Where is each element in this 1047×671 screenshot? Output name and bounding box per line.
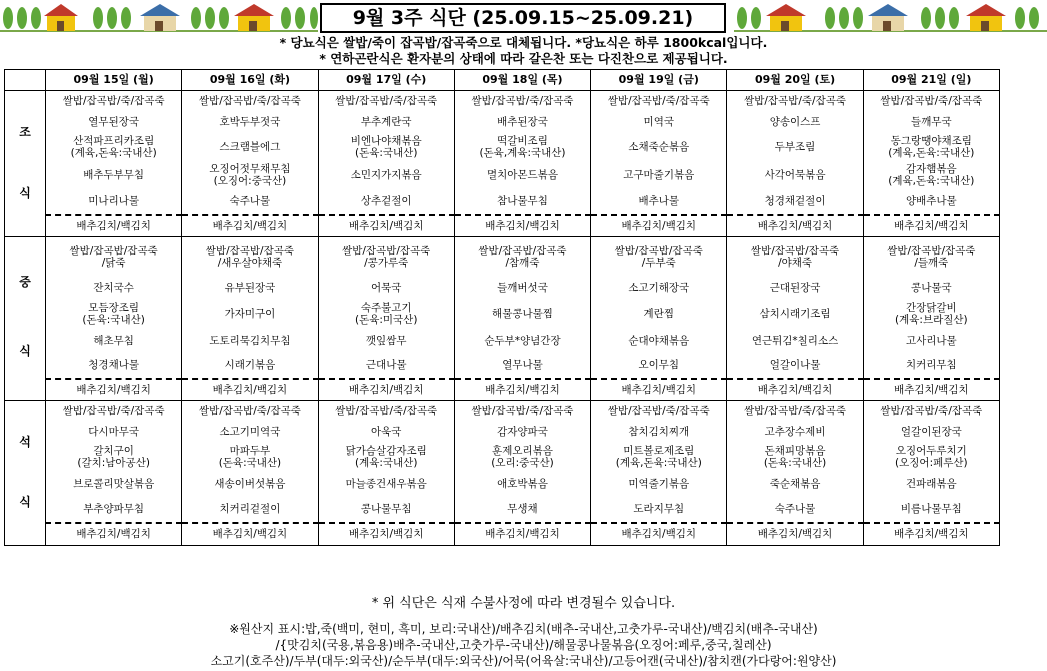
- meal-label: [5, 237, 46, 401]
- menu-row: [5, 277, 1000, 299]
- village-decoration-right: [734, 0, 1047, 34]
- menu-item: 산적파프리카조림 (계육,돈육:국내산): [46, 133, 182, 162]
- menu-item: 쌀밥/잡곡밥/죽/잡곡죽: [318, 401, 454, 421]
- menu-item: 미역줄기볶음: [591, 472, 727, 497]
- menu-item: 스크램블에그: [182, 133, 318, 162]
- date-header: 09월 20일 (토): [727, 70, 863, 91]
- menu-item: 닭가슴살감자조림 (계육:국내산): [318, 443, 454, 472]
- weekly-menu-table: [4, 69, 1000, 546]
- menu-item: 쌀밥/잡곡밥/죽/잡곡죽: [46, 401, 182, 421]
- menu-item: 배추김치/백김치: [46, 379, 182, 401]
- menu-item: 갈치구이 (갈치:남아공산): [46, 443, 182, 472]
- menu-item: 배추김치/백김치: [318, 215, 454, 237]
- menu-item: 감자햄볶음 (계육,돈육:국내산): [863, 162, 999, 189]
- menu-item: 청경채겉절이: [727, 189, 863, 215]
- menu-item: 간장닭갈비 (계육:브라질산): [863, 299, 999, 329]
- date-header-row: [5, 70, 1000, 91]
- menu-item: 쌀밥/잡곡밥/잡곡죽 /콩가루죽: [318, 237, 454, 277]
- menu-item: 잔치국수: [46, 277, 182, 299]
- menu-item: 떡갈비조림 (돈육,계육:국내산): [454, 133, 590, 162]
- meal-label: [5, 91, 46, 237]
- menu-item: 소민지가지볶음: [318, 162, 454, 189]
- menu-item: 숙주나물: [182, 189, 318, 215]
- menu-item: 소채죽순볶음: [591, 133, 727, 162]
- menu-item: 아욱국: [318, 421, 454, 443]
- diet-note: * 연하곤란식은 환자분의 상태에 따라 갈은찬 또는 다진찬으로 제공됩니다.: [319, 51, 728, 66]
- menu-item: 멸치아몬드볶음: [454, 162, 590, 189]
- menu-item: 어묵국: [318, 277, 454, 299]
- menu-row: [5, 299, 1000, 329]
- date-header: 09월 19일 (금): [591, 70, 727, 91]
- menu-item: 부추양파무침: [46, 497, 182, 523]
- meal-label: [5, 401, 46, 546]
- menu-item: 배추김치/백김치: [46, 523, 182, 546]
- menu-item: 해초무침: [46, 329, 182, 353]
- menu-item: 쌀밥/잡곡밥/죽/잡곡죽: [863, 91, 999, 111]
- menu-item: 쌀밥/잡곡밥/죽/잡곡죽: [454, 91, 590, 111]
- menu-item: 감자양파국: [454, 421, 590, 443]
- menu-item: 쌀밥/잡곡밥/잡곡죽 /닭죽: [46, 237, 182, 277]
- menu-item: 애호박볶음: [454, 472, 590, 497]
- menu-body: [5, 91, 1000, 546]
- menu-item: 두부조림: [727, 133, 863, 162]
- menu-item: 쌀밥/잡곡밥/잡곡죽 /야채죽: [727, 237, 863, 277]
- menu-item: 동그랑땡야채조림 (계육,돈육:국내산): [863, 133, 999, 162]
- menu-row: [5, 133, 1000, 162]
- menu-item: 근대된장국: [727, 277, 863, 299]
- menu-item: 소고기미역국: [182, 421, 318, 443]
- menu-item: 배추김치/백김치: [182, 523, 318, 546]
- menu-item: 참나물무침: [454, 189, 590, 215]
- menu-item: 돈채피망볶음 (돈육:국내산): [727, 443, 863, 472]
- menu-item: 얼갈이나물: [727, 353, 863, 379]
- menu-item: 브로콜리맛살볶음: [46, 472, 182, 497]
- menu-item: 쌀밥/잡곡밥/죽/잡곡죽: [591, 401, 727, 421]
- page-title: 9월 3주 식단 (25.09.15~25.09.21): [320, 3, 726, 33]
- menu-item: 배추김치/백김치: [591, 379, 727, 401]
- menu-item: 상추겉절이: [318, 189, 454, 215]
- menu-row: [5, 215, 1000, 237]
- menu-item: 양배추나물: [863, 189, 999, 215]
- menu-item: 무생채: [454, 497, 590, 523]
- menu-item: 쌀밥/잡곡밥/죽/잡곡죽: [182, 91, 318, 111]
- menu-item: 사각어묵볶음: [727, 162, 863, 189]
- menu-item: 배추김치/백김치: [454, 523, 590, 546]
- menu-item: 쌀밥/잡곡밥/잡곡죽 /참깨죽: [454, 237, 590, 277]
- menu-item: 배추김치/백김치: [863, 215, 999, 237]
- menu-item: 부추계란국: [318, 111, 454, 133]
- menu-row: [5, 189, 1000, 215]
- menu-item: 오징어두루치기 (오징어:페루산): [863, 443, 999, 472]
- menu-row: [5, 353, 1000, 379]
- menu-item: 비엔나야채볶음 (돈육:국내산): [318, 133, 454, 162]
- menu-item: 죽순채볶음: [727, 472, 863, 497]
- menu-item: 배추김치/백김치: [727, 379, 863, 401]
- menu-item: 배추두부무침: [46, 162, 182, 189]
- menu-item: 순대야채볶음: [591, 329, 727, 353]
- menu-item: 배추나물: [591, 189, 727, 215]
- menu-item: 숙주불고기 (돈육:미국산): [318, 299, 454, 329]
- menu-item: 도라지무침: [591, 497, 727, 523]
- meal-label-top: 석: [19, 434, 31, 449]
- menu-item: 배추김치/백김치: [318, 523, 454, 546]
- menu-item: 치커리무침: [863, 353, 999, 379]
- menu-item: 삼치시래기조림: [727, 299, 863, 329]
- menu-item: 미나리나물: [46, 189, 182, 215]
- village-decoration-left: [0, 0, 318, 34]
- menu-item: 쌀밥/잡곡밥/죽/잡곡죽: [727, 401, 863, 421]
- menu-item: 배추김치/백김치: [182, 379, 318, 401]
- menu-item: 배추김치/백김치: [182, 215, 318, 237]
- menu-item: 배추김치/백김치: [318, 379, 454, 401]
- menu-item: 미트볼로제조림 (계육,돈육:국내산): [591, 443, 727, 472]
- menu-item: 새송이버섯볶음: [182, 472, 318, 497]
- menu-row: [5, 237, 1000, 277]
- menu-item: 쌀밥/잡곡밥/죽/잡곡죽: [454, 401, 590, 421]
- menu-item: 쌀밥/잡곡밥/죽/잡곡죽: [46, 91, 182, 111]
- menu-item: 들깨무국: [863, 111, 999, 133]
- menu-item: 쌀밥/잡곡밥/죽/잡곡죽: [591, 91, 727, 111]
- date-header: 09월 15일 (월): [46, 70, 182, 91]
- menu-item: 가자미구이: [182, 299, 318, 329]
- menu-row: [5, 401, 1000, 421]
- menu-item: 미역국: [591, 111, 727, 133]
- menu-item: 쌀밥/잡곡밥/죽/잡곡죽: [182, 401, 318, 421]
- diet-notes: [0, 35, 1047, 67]
- menu-item: 쌀밥/잡곡밥/죽/잡곡죽: [727, 91, 863, 111]
- menu-item: 호박두부젓국: [182, 111, 318, 133]
- menu-row: [5, 329, 1000, 353]
- menu-item: 연근튀김*칠리소스: [727, 329, 863, 353]
- menu-item: 배추김치/백김치: [454, 215, 590, 237]
- meal-label-bottom: 식: [19, 495, 31, 510]
- menu-item: 배추김치/백김치: [591, 215, 727, 237]
- menu-item: 고추장수제비: [727, 421, 863, 443]
- menu-item: 유부된장국: [182, 277, 318, 299]
- menu-item: 숙주나물: [727, 497, 863, 523]
- menu-item: 쌀밥/잡곡밥/죽/잡곡죽: [863, 401, 999, 421]
- menu-item: 쌀밥/잡곡밥/잡곡죽 /새우살야채죽: [182, 237, 318, 277]
- date-header: 09월 16일 (화): [182, 70, 318, 91]
- menu-item: 시래기볶음: [182, 353, 318, 379]
- change-notice: * 위 식단은 식재 수불사정에 따라 변경될수 있습니다.: [371, 596, 676, 611]
- menu-item: 고구마줄기볶음: [591, 162, 727, 189]
- menu-item: 훈제오리볶음 (오리:중국산): [454, 443, 590, 472]
- menu-item: 고사리나물: [863, 329, 999, 353]
- menu-item: 콩나물국: [863, 277, 999, 299]
- menu-item: 양송이스프: [727, 111, 863, 133]
- menu-row: [5, 443, 1000, 472]
- menu-item: 배추김치/백김치: [46, 215, 182, 237]
- menu-item: 쌀밥/잡곡밥/죽/잡곡죽: [318, 91, 454, 111]
- menu-row: [5, 379, 1000, 401]
- origin-line: ※원산지 표시:밥,죽(백미, 현미, 흑미, 보리:국내산)/배추김치(배추-국내산,고춧가루-국내산)/백김치(배추-국내산): [229, 622, 818, 636]
- menu-item: 근대나물: [318, 353, 454, 379]
- menu-item: 건파래볶음: [863, 472, 999, 497]
- menu-item: 배추김치/백김치: [454, 379, 590, 401]
- menu-item: 배추김치/백김치: [591, 523, 727, 546]
- menu-item: 다시마무국: [46, 421, 182, 443]
- menu-row: [5, 421, 1000, 443]
- menu-item: 순두부*양념간장: [454, 329, 590, 353]
- menu-item: 도토리묵김치무침: [182, 329, 318, 353]
- menu-item: 마늘종건새우볶음: [318, 472, 454, 497]
- meal-label-top: 중: [19, 275, 31, 290]
- menu-item: 쌀밥/잡곡밥/잡곡죽 /들깨죽: [863, 237, 999, 277]
- date-header: 09월 21일 (일): [863, 70, 999, 91]
- origin-line: /{맛김치(국용,볶음용)배추-국내산,고춧가루-국내산)/해물콩나물볶음(오징어:페루,중국,칠레산): [275, 638, 772, 652]
- menu-item: 배추김치/백김치: [727, 523, 863, 546]
- menu-item: 배추김치/백김치: [863, 523, 999, 546]
- menu-row: [5, 111, 1000, 133]
- menu-row: [5, 162, 1000, 189]
- menu-item: 오이무침: [591, 353, 727, 379]
- origin-line: 소고기(호주산)/두부(대두:외국산)/순두부(대두:외국산)/어묵(어육살:국내산)/고등어캔(국내산)/참치캔(가다랑어:원양산): [210, 654, 837, 668]
- meal-label-top: 조: [19, 124, 31, 139]
- menu-item: 오징어젓무채무침 (오징어:중국산): [182, 162, 318, 189]
- menu-item: 열무나물: [454, 353, 590, 379]
- diet-note: * 당뇨식은 쌀밥/죽이 잡곡밥/잡곡죽으로 대체됩니다. *당뇨식은 하루 1800kcal입니다.: [279, 35, 768, 50]
- meal-label-bottom: 식: [19, 343, 31, 358]
- menu-row: [5, 472, 1000, 497]
- menu-row: [5, 91, 1000, 111]
- corner-cell: [5, 70, 46, 91]
- menu-item: 콩나물무침: [318, 497, 454, 523]
- menu-item: 모듬장조림 (돈육:국내산): [46, 299, 182, 329]
- menu-item: 배추된장국: [454, 111, 590, 133]
- menu-item: 배추김치/백김치: [727, 215, 863, 237]
- menu-row: [5, 523, 1000, 546]
- date-header: 09월 17일 (수): [318, 70, 454, 91]
- menu-item: 해물콩나물찜: [454, 299, 590, 329]
- menu-item: 소고기해장국: [591, 277, 727, 299]
- menu-item: 청경채나물: [46, 353, 182, 379]
- menu-item: 쌀밥/잡곡밥/잡곡죽 /두부죽: [591, 237, 727, 277]
- date-header: 09월 18일 (목): [454, 70, 590, 91]
- menu-item: 치커리겉절이: [182, 497, 318, 523]
- menu-item: 깻잎쌈무: [318, 329, 454, 353]
- menu-row: [5, 497, 1000, 523]
- menu-item: 참치김치찌개: [591, 421, 727, 443]
- menu-item: 열무된장국: [46, 111, 182, 133]
- menu-item: 얼갈이된장국: [863, 421, 999, 443]
- meal-label-bottom: 식: [19, 185, 31, 200]
- menu-item: 마파두부 (돈육:국내산): [182, 443, 318, 472]
- menu-item: 계란찜: [591, 299, 727, 329]
- menu-item: 들깨버섯국: [454, 277, 590, 299]
- menu-item: 비름나물무침: [863, 497, 999, 523]
- menu-item: 배추김치/백김치: [863, 379, 999, 401]
